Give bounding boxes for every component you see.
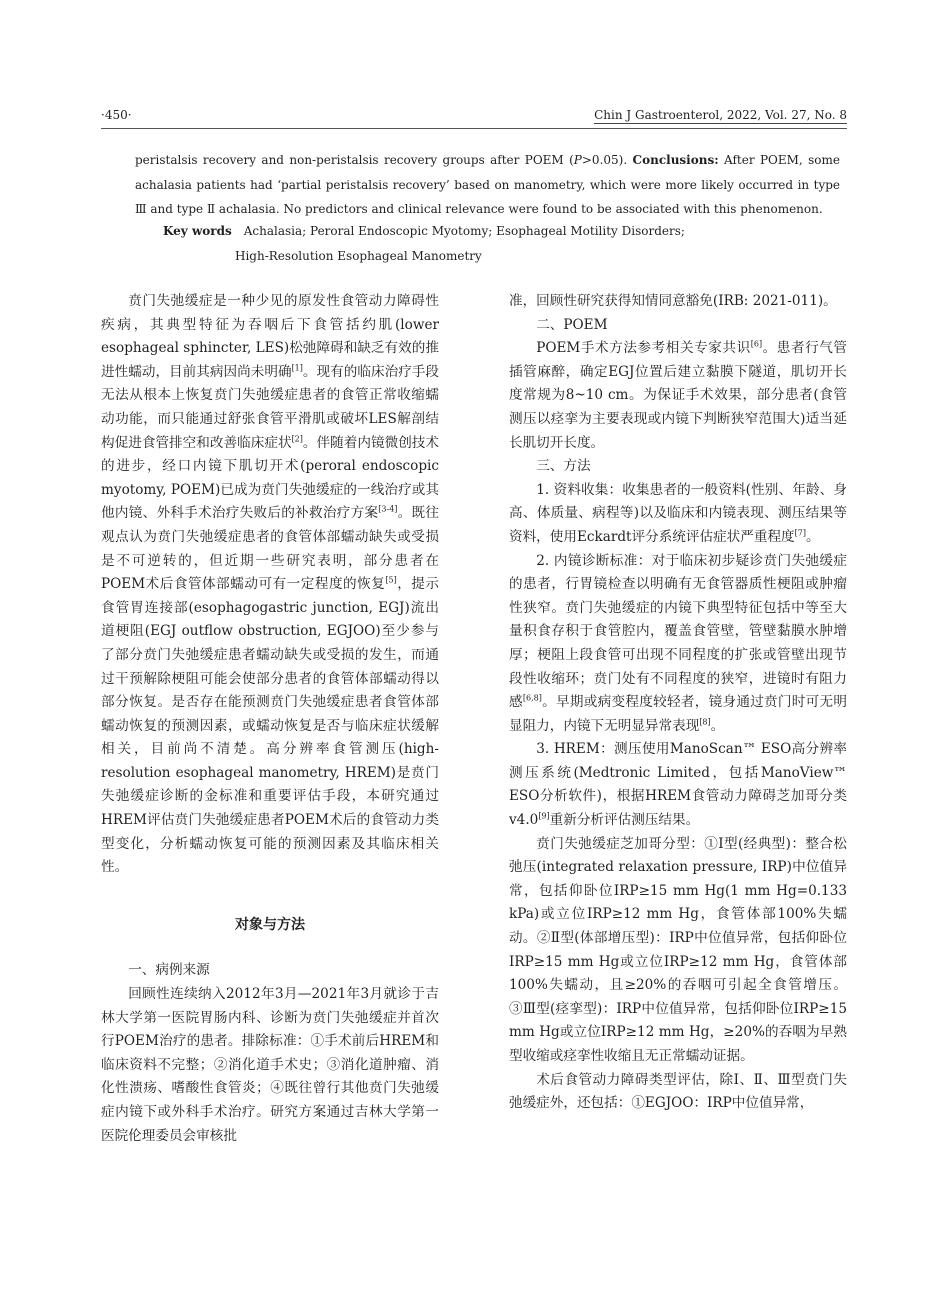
- citation-ref: [9]: [538, 811, 550, 821]
- left-column: [101, 290, 439, 1148]
- citation-ref: [6,8]: [522, 693, 542, 703]
- intro-paragraph: 贲门失弛缓症是一种少见的原发性食管动力障碍性疾病，其典型特征为吞咽后下食管括约肌(lower esophageal sphincter, LES)松弛障碍和缺乏有效的推进性蠕动，目前其病因尚未明确[1]。现有的临床治疗手段无法从根本上恢复贲门失弛缓症患者的食管正常收缩蠕动功能，而只能通过舒张食管平滑肌或破坏LES解剖结构促进食管排空和改善临床症状[2]。伴随着内镜微创技术的进步，经口内镜下肌切开术(peroral endoscopic myotomy, POEM)已成为贲门失弛缓症的一线治疗或其他内镜、外科手术治疗失败后的补救治疗方案[3-4]。既往观点认为贲门失弛缓症患者的食管体部蠕动缺失或受损是不可逆转的，但近期一些研究表明，部分患者在POEM术后食管体部蠕动可有一定程度的恢复[5]，提示食管胃连接部(esophagogastric junction, EGJ)流出道梗阻(EGJ outflow obstruction, EGJOO)至少参与了部分贲门失弛缓症患者蠕动缺失或受损的发生，而通过干预解除梗阻可能会使部分患者的食管体部蠕动得以部分恢复。是否存在能预测贲门失弛缓症患者食管体部蠕动恢复的预测因素，或蠕动恢复是否与临床症状缓解相关，目前尚不清楚。高分辨率食管测压(high-resolution esophageal manometry, HREM)是贲门失弛缓症诊断的金标准和重要评估手段，本研究通过HREM评估贲门失弛缓症患者POEM术后的食管动力类型变化，分析蠕动恢复可能的预测因素及其临床相关性。: [101, 293, 440, 876]
- subsection-title: 二、POEM: [536, 316, 608, 333]
- endoscopy-paragraph: 2. 内镜诊断标准：对于临床初步疑诊贲门失弛缓症的患者，行胃镜检查以明确有无食管器质性梗阻或肿瘤性狭窄。贲门失弛缓症的内镜下典型特征包括中等至大量积食存积于食管腔内，覆盖食管壁，管壁黏膜水肿增厚；梗阻上段食管可出现不同程度的扩张或管壁出现节段性收缩环；贲门处有不同程度的狭窄，进镜时有阻力感[6,8]。早期或病变程度较轻者，镜身通过贲门时可无明显阻力，内镜下无明显异常表现[8]。: [509, 552, 848, 734]
- page-number: ·450·: [101, 108, 132, 122]
- abstract-tail: [135, 148, 840, 222]
- subsection-title: 一、病例来源: [128, 962, 210, 979]
- poem-paragraph: POEM手术方法参考相关专家共识[6]。患者行气管插管麻醉，确定EGJ位置后建立黏膜下隧道，肌切开长度常规为8~10 cm。为保证手术效果，部分患者(食管测压以痉挛为主要表现或内镜下判断狭窄范围大)适当延长肌切开长度。: [509, 339, 848, 451]
- conclusions-text: After POEM, some achalasia patients had ‘partial peristalsis recovery’ based on manometry, which were more likely occurred in type Ⅲ and type Ⅱ achalasia. No predictors and clinical relevance were found to be associated with this phenomenon.: [135, 153, 840, 216]
- abstract-lead-end: >0.05).: [581, 153, 628, 167]
- postop-assessment-paragraph: 术后食管动力障碍类型评估，除Ⅰ、Ⅱ、Ⅲ型贲门失弛缓症外，还包括：①EGJOO：IRP中位值异常，: [509, 1071, 847, 1112]
- citation-ref: [6]: [750, 339, 763, 349]
- chicago-classification-paragraph: 贲门失弛缓症芝加哥分型：①Ⅰ型(经典型)：整合松弛压(integrated relaxation pressure, IRP)中位值异常，包括仰卧位IRP≥15 mm Hg(1 mm Hg=0.133 kPa)或立位IRP≥12 mm Hg，食管体部100%失蠕动。②Ⅱ型(体部增压型)：IRP中位值异常，包括仰卧位IRP≥15 mm Hg或立位IRP≥12 mm Hg，食管体部100%失蠕动，且≥20%的吞咽可引起全食管增压。③Ⅲ型(痉挛型)：IRP中位值异常，包括仰卧位IRP≥15 mm Hg或立位IRP≥12 mm Hg，≥20%的吞咽为早熟型收缩或痉挛性收缩且无正常蠕动证据。: [509, 835, 847, 1064]
- data-collection-paragraph: 1. 资料收集：收集患者的一般资料(性别、年龄、身高、体质量、病程等)以及临床和内镜表现、测压结果等资料，使用Eckardt评分系统评估症状严重程度[7]。: [509, 481, 847, 545]
- journal-citation: Chin J Gastroenterol, 2022, Vol. 27, No. 8: [594, 108, 847, 122]
- citation-ref: [2]: [291, 434, 303, 444]
- continued-paragraph: 准，回顾性研究获得知情同意豁免(IRB: 2021-011)。: [509, 293, 837, 309]
- citation-ref: [8]: [699, 717, 711, 727]
- keywords-label: Key words: [163, 224, 232, 238]
- keywords-line2: High-Resolution Esophageal Manometry: [235, 248, 482, 263]
- abstract-lead: peristalsis recovery and non-peristalsis recovery groups after POEM (: [135, 153, 574, 167]
- right-column: [509, 290, 847, 1116]
- subsection-title: 三、方法: [536, 458, 591, 475]
- citation-ref: [5]: [385, 575, 397, 585]
- p-value-symbol: P: [573, 153, 582, 167]
- section-title: 对象与方法: [235, 916, 305, 933]
- citation-ref: [1]: [291, 363, 303, 373]
- keywords-line1: Achalasia; Peroral Endoscopic Myotomy; Esophageal Motility Disorders;: [243, 224, 685, 238]
- keywords: [163, 219, 843, 268]
- methods-paragraph: 回顾性连续纳入2012年3月—2021年3月就诊于吉林大学第一医院胃肠内科、诊断为贲门失弛缓症并首次行POEM治疗的患者。排除标准：①手术前后HREM和临床资料不完整；②消化道手术史；③消化道肿瘤、消化性溃疡、嗜酸性食管炎；④既往曾行其他贲门失弛缓症内镜下或外科手术治疗。研究方案通过吉林大学第一医院伦理委员会审核批: [101, 986, 439, 1144]
- citation-ref: [3-4]: [378, 504, 398, 514]
- conclusions-label: Conclusions:: [632, 153, 719, 167]
- hrem-paragraph: 3. HREM：测压使用ManoScan™ ESO高分辨率测压系统(Medtronic Limited，包括ManoView™ ESO分析软件)，根据HREM食管动力障碍芝加哥分类v4.0[9]重新分析评估测压结果。: [509, 741, 847, 829]
- citation-ref: [7]: [794, 528, 806, 538]
- header-rule: [101, 128, 847, 129]
